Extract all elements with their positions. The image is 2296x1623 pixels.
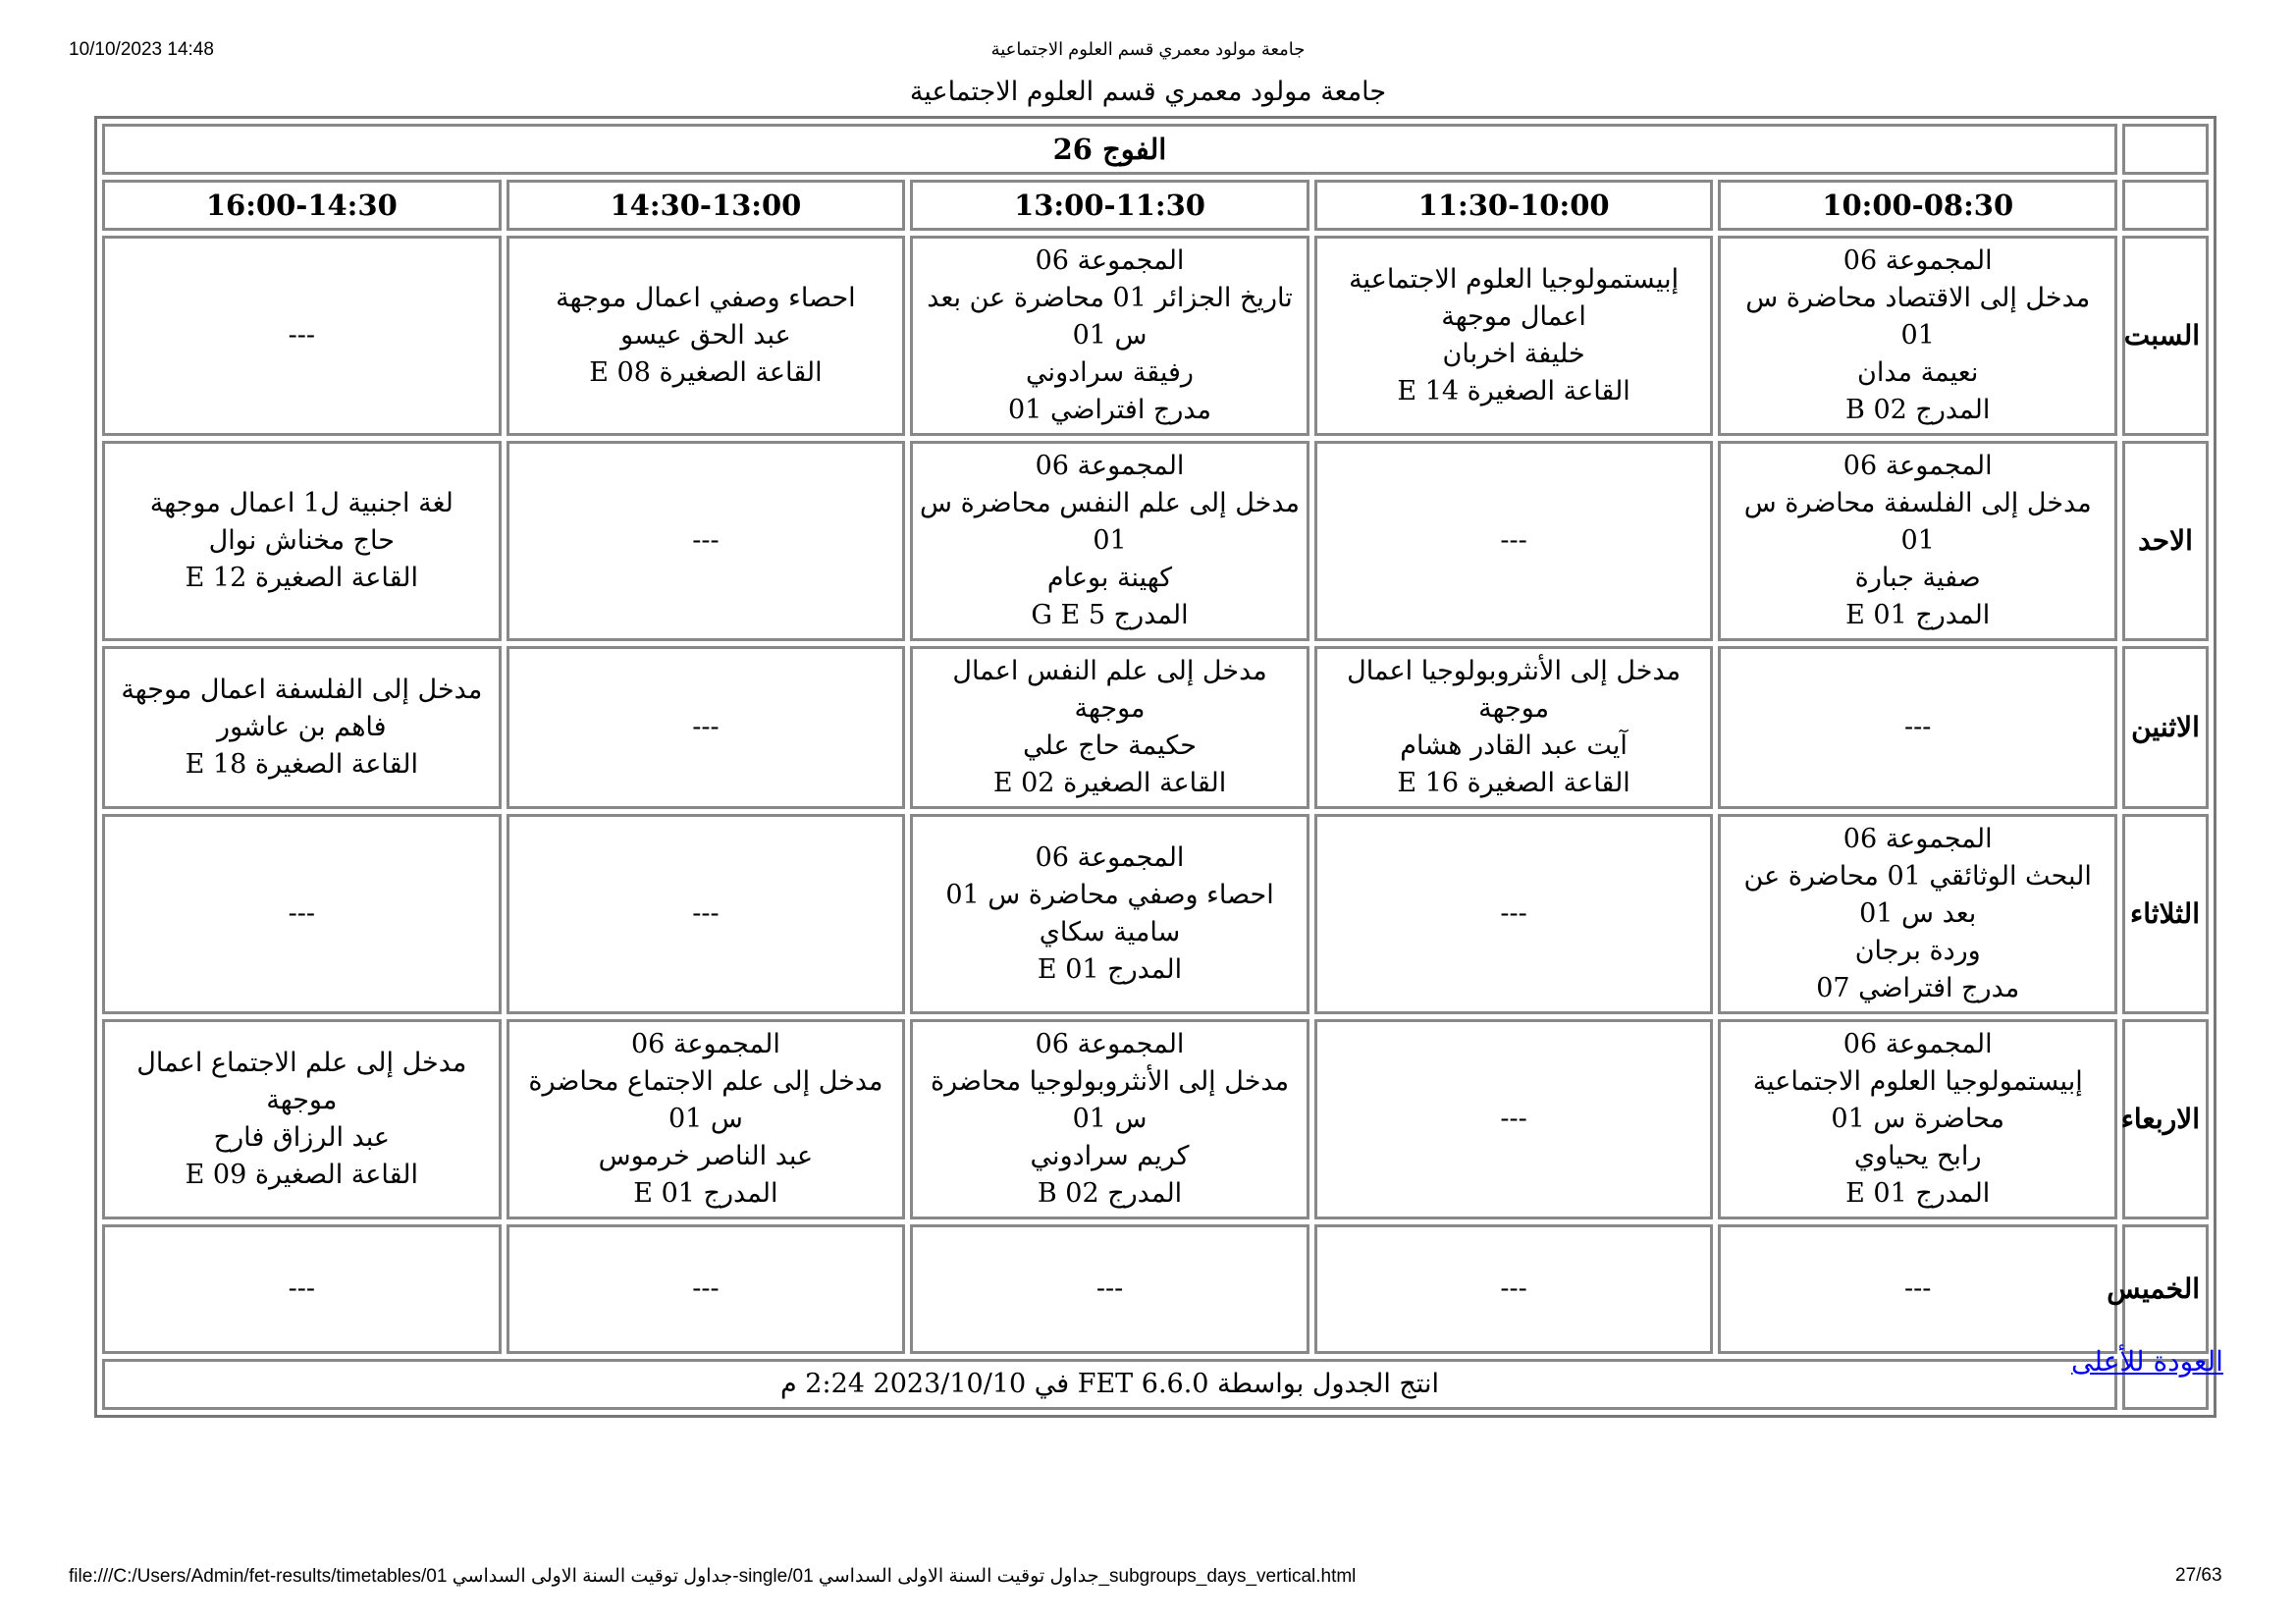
session-line: المدرج 01 E — [1845, 600, 1991, 630]
day-row — [102, 814, 2209, 1014]
session-line: المجموعة 06 — [1035, 1029, 1185, 1059]
session-cell — [1718, 646, 2117, 809]
time-slot-header: 13:00-11:30 — [910, 180, 1309, 231]
session-line: حكيمة حاج علي — [1023, 730, 1197, 761]
session-cell — [1314, 1019, 1714, 1219]
session-cell — [102, 441, 502, 641]
session-cell — [1314, 1224, 1714, 1354]
session-line: القاعة الصغيرة 12 E — [185, 563, 419, 593]
session-cell — [910, 1019, 1309, 1219]
back-to-top-link[interactable]: العودة للأعلى — [2071, 1345, 2223, 1378]
day-row — [102, 441, 2209, 641]
session-line: مدخل إلى الأنثروبولوجيا اعمال موجهة — [1347, 656, 1682, 724]
session-line: مدخل إلى الاقتصاد محاضرة س 01 — [1745, 283, 2091, 351]
session-line: --- — [692, 898, 720, 929]
session-line: القاعة الصغيرة 09 E — [185, 1160, 419, 1190]
session-line: مدخل إلى علم الاجتماع محاضرة س 01 — [528, 1066, 883, 1134]
session-line: القاعة الصغيرة 16 E — [1397, 768, 1630, 798]
session-line: --- — [692, 1273, 720, 1304]
session-line: --- — [692, 525, 720, 556]
time-slot-header: 10:00-08:30 — [1718, 180, 2117, 231]
session-cell — [102, 1019, 502, 1219]
session-line: احصاء وصفي اعمال موجهة — [556, 283, 856, 313]
session-line: المجموعة 06 — [1035, 451, 1185, 481]
session-line: كهينة بوعام — [1046, 563, 1173, 593]
session-line: المدرج 01 E — [633, 1178, 778, 1209]
day-label: الاثنين — [2122, 646, 2209, 809]
print-footer-page-number: 27/63 — [2175, 1565, 2222, 1586]
session-line: عبد الناصر خرموس — [598, 1141, 814, 1171]
session-line: القاعة الصغيرة 02 E — [992, 768, 1227, 798]
session-line: مدخل إلى علم النفس اعمال موجهة — [952, 656, 1267, 724]
session-line: --- — [1500, 1104, 1527, 1134]
session-cell — [1314, 236, 1714, 436]
session-line: عبد الرزاق فارح — [213, 1122, 390, 1153]
session-line: --- — [1500, 898, 1527, 929]
session-line: المدرج 02 B — [1845, 395, 1991, 425]
time-slot-header: 14:30-13:00 — [507, 180, 906, 231]
session-cell — [1718, 1019, 2117, 1219]
session-cell — [1314, 814, 1714, 1014]
session-cell — [910, 236, 1309, 436]
session-line: مدخل إلى الفلسفة محاضرة س 01 — [1743, 488, 2092, 556]
session-line: صفية جبارة — [1854, 563, 1981, 593]
timetable-body — [102, 124, 2209, 1354]
session-line: --- — [288, 1273, 315, 1304]
session-line: مدرج افتراضي 01 — [1008, 395, 1212, 425]
print-header-title: جامعة مولود معمري قسم العلوم الاجتماعية — [990, 39, 1306, 59]
day-row — [102, 1224, 2209, 1354]
day-row — [102, 646, 2209, 809]
session-cell — [102, 236, 502, 436]
session-line: آيت عبد القادر هشام — [1400, 730, 1628, 761]
session-cell — [910, 646, 1309, 809]
session-line: مدرج افتراضي 07 — [1816, 973, 2020, 1003]
session-cell — [507, 814, 906, 1014]
session-cell — [1314, 441, 1714, 641]
session-line: المدرج 01 E — [1037, 954, 1183, 985]
session-line: رابح يحياوي — [1853, 1141, 1982, 1171]
session-line: --- — [1500, 1273, 1527, 1304]
session-line: المجموعة 06 — [1035, 245, 1185, 276]
session-line: المدرج 5 G E — [1031, 600, 1189, 630]
table-caption: جامعة مولود معمري قسم العلوم الاجتماعية — [909, 77, 1387, 107]
day-label: السبت — [2122, 236, 2209, 436]
session-line: إبيستمولوجيا العلوم الاجتماعية محاضرة س 01 — [1752, 1066, 2083, 1134]
session-line: لغة اجنبية ل1 اعمال موجهة — [149, 488, 454, 518]
session-line: المجموعة 06 — [1842, 824, 1993, 854]
session-line: المجموعة 06 — [1035, 842, 1185, 873]
session-cell — [102, 1224, 502, 1354]
generated-note: انتج الجدول بواسطة FET 6.6.0 في 2023/10/10 2:24 م — [102, 1359, 2117, 1410]
session-line: --- — [1904, 712, 1932, 742]
session-line: المدرج 02 B — [1037, 1178, 1183, 1209]
session-line: خليفة اخربان — [1442, 339, 1585, 369]
session-line: مدخل إلى علم الاجتماع اعمال موجهة — [136, 1048, 467, 1115]
session-line: عبد الحق عيسو — [620, 320, 791, 351]
session-line: القاعة الصغيرة 14 E — [1397, 376, 1630, 406]
session-line: المجموعة 06 — [1842, 245, 1993, 276]
session-cell — [1718, 236, 2117, 436]
print-datetime: 10/10/2023 14:48 — [69, 39, 214, 60]
session-cell — [507, 441, 906, 641]
day-label: الثلاثاء — [2122, 814, 2209, 1014]
session-cell — [910, 814, 1309, 1014]
day-row — [102, 1019, 2209, 1219]
session-line: حاج مخناش نوال — [208, 525, 395, 556]
session-cell — [507, 236, 906, 436]
session-line: القاعة الصغيرة 18 E — [185, 749, 419, 780]
session-cell — [1314, 646, 1714, 809]
session-line: احصاء وصفي محاضرة س 01 — [945, 880, 1274, 910]
session-line: --- — [288, 898, 315, 929]
session-cell — [910, 441, 1309, 641]
session-line: --- — [288, 320, 315, 351]
corner-cell — [2122, 180, 2209, 231]
session-cell — [102, 814, 502, 1014]
day-label: الاربعاء — [2122, 1019, 2209, 1219]
session-cell — [910, 1224, 1309, 1354]
day-row — [102, 236, 2209, 436]
session-line: المجموعة 06 — [1842, 451, 1993, 481]
session-line: المجموعة 06 — [630, 1029, 780, 1059]
day-label: الاحد — [2122, 441, 2209, 641]
session-line: القاعة الصغيرة 08 E — [589, 357, 823, 388]
group-title: الفوج 26 — [102, 124, 2117, 175]
session-line: المدرج 01 E — [1845, 1178, 1991, 1209]
session-line: مدخل إلى الأنثروبولوجيا محاضرة س 01 — [930, 1066, 1290, 1134]
session-cell — [507, 646, 906, 809]
session-line: --- — [1500, 525, 1527, 556]
session-cell — [1718, 814, 2117, 1014]
session-line: المجموعة 06 — [1842, 1029, 1993, 1059]
session-line: فاهم بن عاشور — [217, 712, 387, 742]
corner-cell — [2122, 124, 2209, 175]
session-line: كريم سرادوني — [1030, 1141, 1190, 1171]
time-slot-header: 11:30-10:00 — [1314, 180, 1714, 231]
session-line: --- — [1904, 1273, 1932, 1304]
session-line: سامية سكاي — [1039, 917, 1181, 947]
session-line: مدخل إلى الفلسفة اعمال موجهة — [121, 675, 483, 705]
session-cell — [507, 1224, 906, 1354]
session-line: --- — [692, 712, 720, 742]
print-footer-path: file:///C:/Users/Admin/fet-results/timetables/01 جداول توقيت السنة الاولى السداسي-single/01 جداول توقيت السنة الاولى السداسي_subgroups_days_vertical.html — [69, 1566, 1357, 1587]
session-line: البحث الوثائقي 01 محاضرة عن بعد س 01 — [1743, 861, 2092, 929]
session-line: تاريخ الجزائر 01 محاضرة عن بعد س 01 — [927, 283, 1293, 351]
session-line: --- — [1095, 1273, 1124, 1304]
session-line: إبيستمولوجيا العلوم الاجتماعية اعمال موجهة — [1349, 264, 1680, 332]
session-cell — [507, 1019, 906, 1219]
session-line: وردة برجان — [1854, 936, 1981, 966]
session-line: مدخل إلى علم النفس محاضرة س 01 — [920, 488, 1300, 556]
session-line: نعيمة مدان — [1857, 357, 1979, 388]
time-slot-header: 16:00-14:30 — [102, 180, 502, 231]
day-label: الخميس — [2122, 1224, 2209, 1354]
session-cell — [1718, 1224, 2117, 1354]
timetable — [94, 116, 2216, 1418]
session-cell — [1718, 441, 2117, 641]
session-line: رفيقة سرادوني — [1026, 357, 1194, 388]
session-cell — [102, 646, 502, 809]
